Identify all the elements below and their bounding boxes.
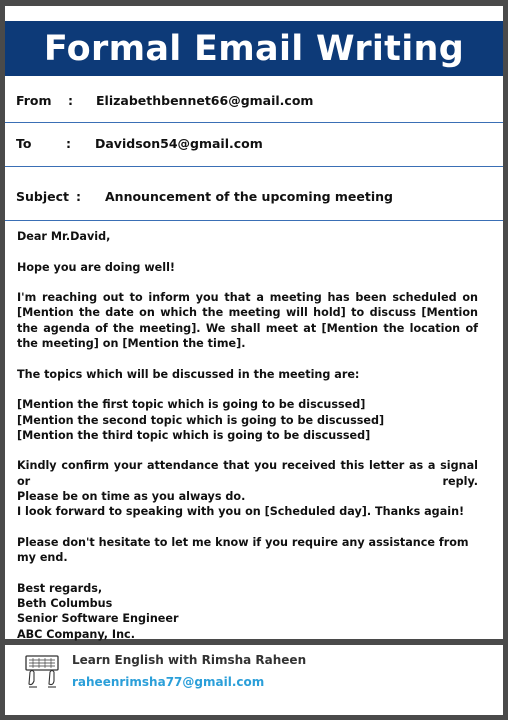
- title-banner: [5, 21, 503, 76]
- divider: [5, 122, 503, 123]
- topic-item: [Mention the third topic which is going to be discussed]: [17, 428, 371, 442]
- subject-field: [16, 189, 393, 204]
- topic-item: [Mention the first topic which is going to be discussed]: [17, 398, 366, 412]
- subject-colon: :: [76, 189, 81, 204]
- signature-title: Senior Software Engineer: [17, 612, 179, 626]
- signature-company: ABC Company, Inc.: [17, 627, 135, 641]
- topics-list: [17, 397, 478, 443]
- footer: [5, 645, 503, 715]
- to-field: [16, 136, 263, 151]
- footer-email-link[interactable]: raheenrimsha77@gmail.com: [72, 675, 265, 689]
- from-colon: :: [68, 93, 73, 108]
- to-label: To: [16, 136, 32, 151]
- topics-intro: The topics which will be discussed in the meeting are:: [17, 367, 360, 381]
- assistance-line: Please don't hesitate to let me know if you require any assistance from my end.: [17, 535, 469, 565]
- to-colon: :: [66, 136, 71, 151]
- topic-item: [Mention the second topic which is going to be discussed]: [17, 413, 385, 427]
- from-label: From: [16, 93, 52, 108]
- confirm-paragraph: [17, 458, 478, 519]
- opening-line: Hope you are doing well!: [17, 260, 176, 274]
- divider: [5, 220, 503, 221]
- subject-value: Announcement of the upcoming meeting: [105, 189, 393, 204]
- meeting-paragraph: I'm reaching out to inform you that a meeting has been scheduled on [Mention the date on which the meeting will hold] to discuss [Mention the agenda of the meeting]. We shall meet at [Mention the location of the meeting] on [Mention the time].: [17, 291, 478, 351]
- from-field: [16, 93, 314, 108]
- page-title: Formal Email Writing: [43, 28, 465, 69]
- confirm-line: I look forward to speaking with you on [Scheduled day]. Thanks again!: [17, 505, 465, 519]
- subject-label: Subject: [16, 189, 69, 204]
- footer-title: Learn English with Rimsha Raheen: [72, 653, 307, 667]
- computer-keyboard-icon: [23, 654, 61, 690]
- from-value: Elizabethbennet66@gmail.com: [96, 93, 314, 108]
- confirm-line: Please be on time as you always do.: [17, 490, 246, 504]
- closing: Best regards,: [17, 581, 103, 595]
- divider: [5, 166, 503, 167]
- signature-name: Beth Columbus: [17, 597, 113, 611]
- confirm-line: Kindly confirm your attendance that you received this letter as a signal or reply.: [17, 459, 478, 488]
- to-value: Davidson54@gmail.com: [95, 136, 263, 151]
- signature-block: [17, 581, 478, 642]
- email-body: [17, 229, 478, 657]
- greeting: Dear Mr.David,: [17, 230, 111, 243]
